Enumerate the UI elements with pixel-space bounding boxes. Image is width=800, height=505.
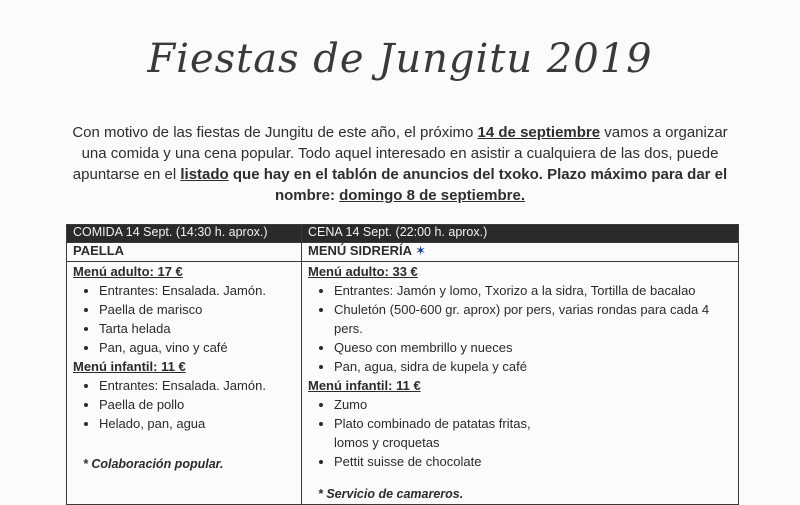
list-item: • Entrantes: Ensalada. Jamón. (99, 376, 295, 395)
comida-name: PAELLA (67, 243, 302, 262)
cena-child-list (308, 395, 732, 471)
list-item: • Entrantes: Jamón y lomo, Txorizo a la sidra, Tortilla de bacalao (334, 281, 732, 300)
comida-note: * Colaboración popular. (83, 457, 224, 471)
list-item: • Pettit suisse de chocolate (334, 452, 732, 471)
list-item: • Chuletón (500-600 gr. aprox) por pers, varias rondas para cada 4 pers. (334, 300, 732, 338)
intro-paragraph (60, 122, 740, 206)
cena-adult-list (308, 281, 732, 376)
comida-header: COMIDA 14 Sept. (14:30 h. aprox.) (67, 225, 302, 243)
list-item: • Pan, agua, vino y café (99, 338, 295, 357)
list-item: • Zumo (334, 395, 732, 414)
list-item: • Pan, agua, sidra de kupela y café (334, 357, 732, 376)
list-item: • Tarta helada (99, 319, 295, 338)
list-item: • Helado, pan, agua (99, 414, 295, 433)
list-item: • Paella de marisco (99, 300, 295, 319)
cena-note: * Servicio de camareros. (318, 487, 464, 501)
cena-name: MENÚ SIDRERÍA (308, 243, 412, 258)
comida-adult-label: Menú adulto: 17 € (73, 264, 183, 279)
comida-child-list (73, 376, 295, 433)
list-item: • Queso con membrillo y nueces (334, 338, 732, 357)
cena-child-label: Menú infantil: 11 € (308, 378, 421, 393)
deadline-date: domingo 8 de septiembre. (339, 187, 526, 204)
star-icon: ✶ (415, 243, 427, 258)
intro-text-3: que hay en el tablón de anuncios del txoko. (232, 166, 543, 183)
cena-adult-label: Menú adulto: 33 € (308, 264, 418, 279)
cena-name-cell (302, 243, 739, 262)
list-item: • Entrantes: Ensalada. Jamón. (99, 281, 295, 300)
comida-adult-list (73, 281, 295, 357)
list-item: • Plato combinado de patatas fritas, (334, 414, 732, 433)
listado-link: listado (180, 166, 229, 183)
list-item: • Paella de pollo (99, 395, 295, 414)
comida-child-label: Menú infantil: 11 € (73, 359, 186, 374)
intro-text-2: vamos a organizar una comida y una cena popular. Todo aquel interesado en asistir a cualquiera de las dos, puede apuntarse en el (72, 124, 728, 183)
list-item: lomos y croquetas (334, 435, 440, 450)
menu-table (66, 224, 739, 505)
cena-header: CENA 14 Sept. (22:00 h. aprox.) (302, 225, 739, 243)
comida-menu (67, 262, 302, 505)
cena-menu (302, 262, 739, 505)
intro-text-4: Plazo máximo para dar el nombre: (274, 166, 728, 204)
event-date: 14 de septiembre (477, 124, 601, 141)
intro-text-1: Con motivo de las fiestas de Jungitu de este año, el próximo (72, 124, 478, 141)
page-title: Fiestas de Jungitu 2019 (147, 36, 653, 82)
